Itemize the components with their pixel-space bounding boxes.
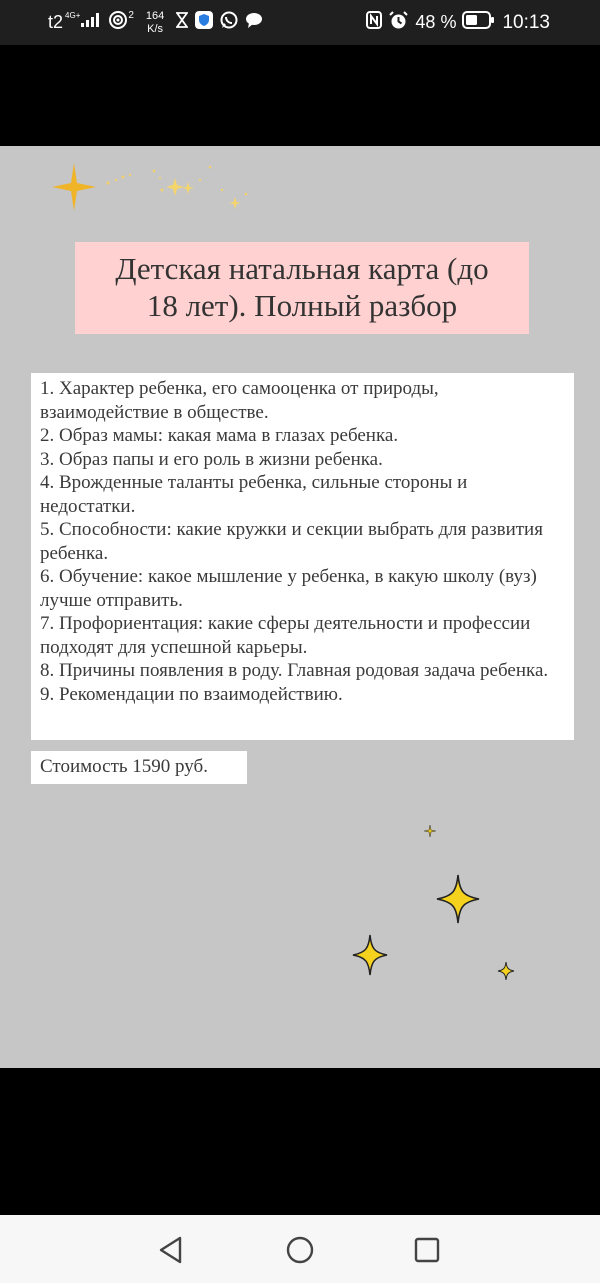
- chat-icon: [245, 12, 263, 33]
- wifi-icon: [108, 11, 128, 34]
- list-item: 8. Причины появления в роду. Главная родовая задача ребенка.: [40, 660, 549, 681]
- hourglass-icon: [176, 12, 188, 33]
- services-list-box: [31, 373, 574, 740]
- speed-value: 164: [145, 9, 165, 22]
- signal-icon: [81, 13, 101, 32]
- sparkle-cluster-icon: [50, 156, 260, 216]
- list-item: 4. Врожденные таланты ребенка, сильные стороны и недостатки.: [40, 472, 468, 517]
- back-icon: [157, 1235, 185, 1265]
- small-star-icon: [424, 825, 436, 837]
- large-star-icon: [436, 874, 480, 924]
- wifi-count: 2: [128, 10, 134, 21]
- nfc-icon: [366, 11, 382, 34]
- clock: 10:13: [502, 11, 550, 33]
- services-list: [40, 377, 566, 706]
- list-item: 2. Образ мамы: какая мама в глазах ребенка.: [40, 425, 399, 446]
- carrier-label: t2: [48, 12, 64, 32]
- navigation-bar: [0, 1215, 600, 1283]
- list-item: 9. Рекомендации по взаимодействию.: [40, 683, 343, 705]
- list-item: 1. Характер ребенка, его самооценка от природы, взаимодействие в обществе.: [40, 378, 439, 423]
- list-item: 3. Образ папы и его роль в жизни ребенка.: [40, 448, 383, 470]
- speed-unit: K/s: [147, 22, 164, 35]
- recents-button[interactable]: [410, 1233, 444, 1267]
- status-bar-right: [366, 0, 550, 45]
- top-black-band: [0, 45, 600, 146]
- back-button[interactable]: [154, 1233, 188, 1267]
- alarm-icon: [389, 11, 408, 35]
- whatsapp-icon: [220, 11, 238, 34]
- shield-icon: [195, 11, 213, 34]
- post-image[interactable]: [0, 146, 600, 1068]
- home-icon: [285, 1235, 315, 1265]
- battery-percent: 48 %: [415, 12, 457, 32]
- status-bar-left: [48, 0, 263, 45]
- title-line-2: 18 лет). Полный разбор: [146, 288, 458, 323]
- home-button[interactable]: [283, 1233, 317, 1267]
- list-item: 6. Обучение: какое мышление у ребенка, в какую школу (вуз) лучше отправить.: [40, 566, 537, 611]
- battery-icon: [462, 11, 494, 34]
- price-label: Стоимость 1590 руб.: [31, 751, 247, 784]
- bottom-black-band: [0, 1068, 600, 1215]
- recents-icon: [413, 1236, 441, 1264]
- network-speed: [146, 10, 164, 36]
- list-item: 5. Способности: какие кружки и секции выбрать для развития ребенка.: [40, 519, 543, 564]
- list-item: 7. Профориентация: какие сферы деятельности и профессии подходят для успешной карьеры.: [40, 613, 531, 658]
- network-type: 4G+: [65, 11, 81, 20]
- title-box: [75, 242, 529, 334]
- title-line-1: Детская натальная карта (до: [115, 251, 489, 286]
- tiny-star-icon: [497, 961, 515, 981]
- status-bar: [0, 0, 600, 45]
- medium-star-icon: [352, 934, 388, 976]
